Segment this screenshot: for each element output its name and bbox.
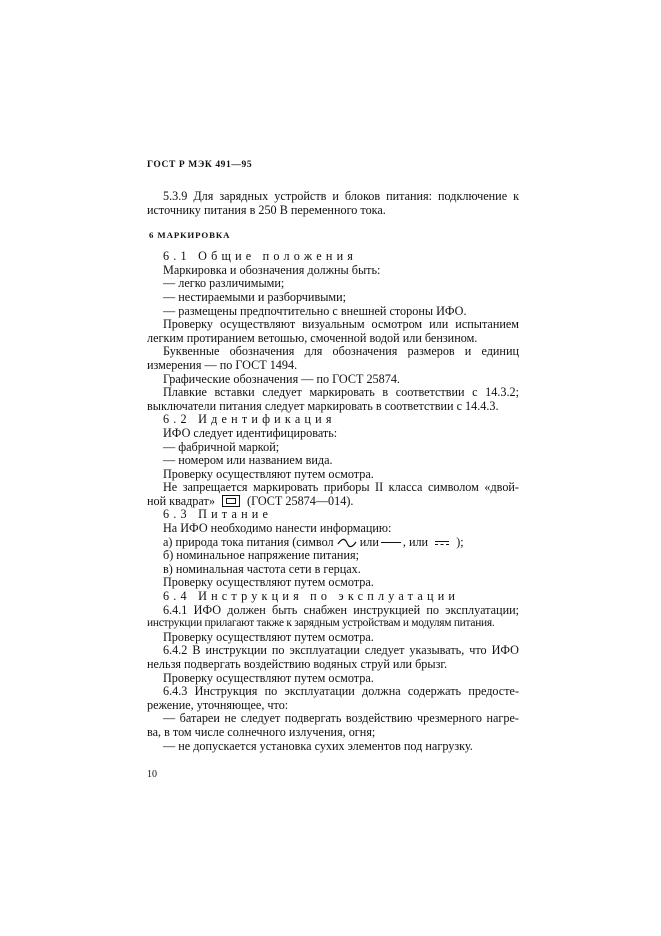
list-item: — размещены предпочтительно с внешней стороны ИФО. (163, 303, 467, 318)
list-item (147, 536, 519, 550)
text-line: Проверку осуществляют путем осмотра. (163, 670, 374, 685)
list-item: — не допускается установка сухих элементов под нагрузку. (163, 738, 473, 753)
text-line: режение, уточняющее, что: (147, 697, 289, 712)
text-fragment: ной квадрат» (147, 493, 215, 508)
subsection-6-3-heading: 6.3 Питание (163, 507, 273, 522)
list-item: — номером или названием вида. (163, 453, 333, 468)
text-line: инструкции прилагают также к зарядным устройствам и модулям питания. (147, 617, 495, 630)
text-line: Проверку осуществляют путем осмотра. (163, 575, 374, 590)
text-line: Проверку осуществляют путем осмотра. (163, 629, 374, 644)
double-square-icon (222, 495, 240, 507)
text-line: 6.4.1 ИФО должен быть снабжен инструкцией по эксплуатации; (163, 602, 519, 617)
list-item: в) номинальная частота сети в герцах. (163, 561, 361, 576)
text-line: Проверку осуществляют путем осмотра. (163, 466, 374, 481)
text-line: 6.4.3 Инструкция по эксплуатации должна содержать предосте- (163, 684, 519, 699)
text-line: Графические обозначения — по ГОСТ 25874. (163, 371, 400, 386)
direct-current-icon (381, 542, 401, 543)
list-item: — батареи не следует подвергать воздействию чрезмерного нагре- (163, 711, 519, 726)
text-line: Буквенные обозначения для обозначения размеров и единиц (163, 344, 519, 359)
text-line: 6.4.2 В инструкции по эксплуатации следует указывать, что ИФО (163, 643, 519, 658)
list-item: б) номинальное напряжение питания; (163, 548, 359, 563)
text-line: Проверку осуществляют визуальным осмотром или испытанием (163, 317, 519, 332)
text-line: легким протиранием ветошью, смоченной водой или бензином. (147, 330, 478, 345)
para-5-3-9-cont: источнику питания в 250 В переменного тока. (147, 202, 386, 217)
text-line: измерения — по ГОСТ 1494. (147, 357, 298, 372)
subsection-6-4-heading: 6.4 Инструкция по эксплуатации (163, 589, 460, 604)
text-fragment: а) природа тока питания (символ (163, 534, 334, 549)
section-6-title: 6 МАРКИРОВКА (149, 230, 231, 241)
text-line: выключатели питания следует маркировать в соответствии с 14.4.3. (147, 398, 499, 413)
list-item: — фабричной маркой; (163, 439, 280, 454)
text-line: ИФО следует идентифицировать: (163, 425, 338, 440)
subsection-6-2-heading: 6.2 Идентификация (163, 412, 336, 427)
text-line: Плавкие вставки следует маркировать в соответствии с 14.3.2; (163, 385, 519, 400)
ac-dc-icon (435, 541, 449, 545)
text-line: Маркировка и обозначения должны быть: (163, 262, 381, 277)
text-fragment: или (359, 534, 379, 549)
running-header: ГОСТ Р МЭК 491—95 (147, 160, 253, 170)
list-item: — легко различимыми; (163, 276, 285, 291)
text-line: нельзя подвергать воздействию водяных струй или брызг. (147, 657, 448, 671)
page-number: 10 (147, 769, 157, 781)
text-fragment: , или (402, 534, 429, 549)
text-line: На ИФО необходимо нанести информацию: (163, 521, 392, 536)
list-item: — нестираемыми и разборчивыми; (163, 289, 347, 304)
text-line: Не запрещается маркировать приборы II класса символом «двой- (163, 480, 519, 495)
document-page (147, 160, 519, 780)
text-fragment: ); (456, 534, 464, 549)
text-fragment: (ГОСТ 25874—014). (247, 493, 354, 508)
subsection-6-1-heading: 6.1 Общие положения (163, 249, 358, 264)
text-line (147, 495, 519, 509)
text-line: ва, в том числе солнечного излучения, огня; (147, 724, 376, 739)
para-5-3-9: 5.3.9 Для зарядных устройств и блоков питания: подключение к (163, 189, 519, 203)
alternating-current-icon (337, 538, 357, 548)
